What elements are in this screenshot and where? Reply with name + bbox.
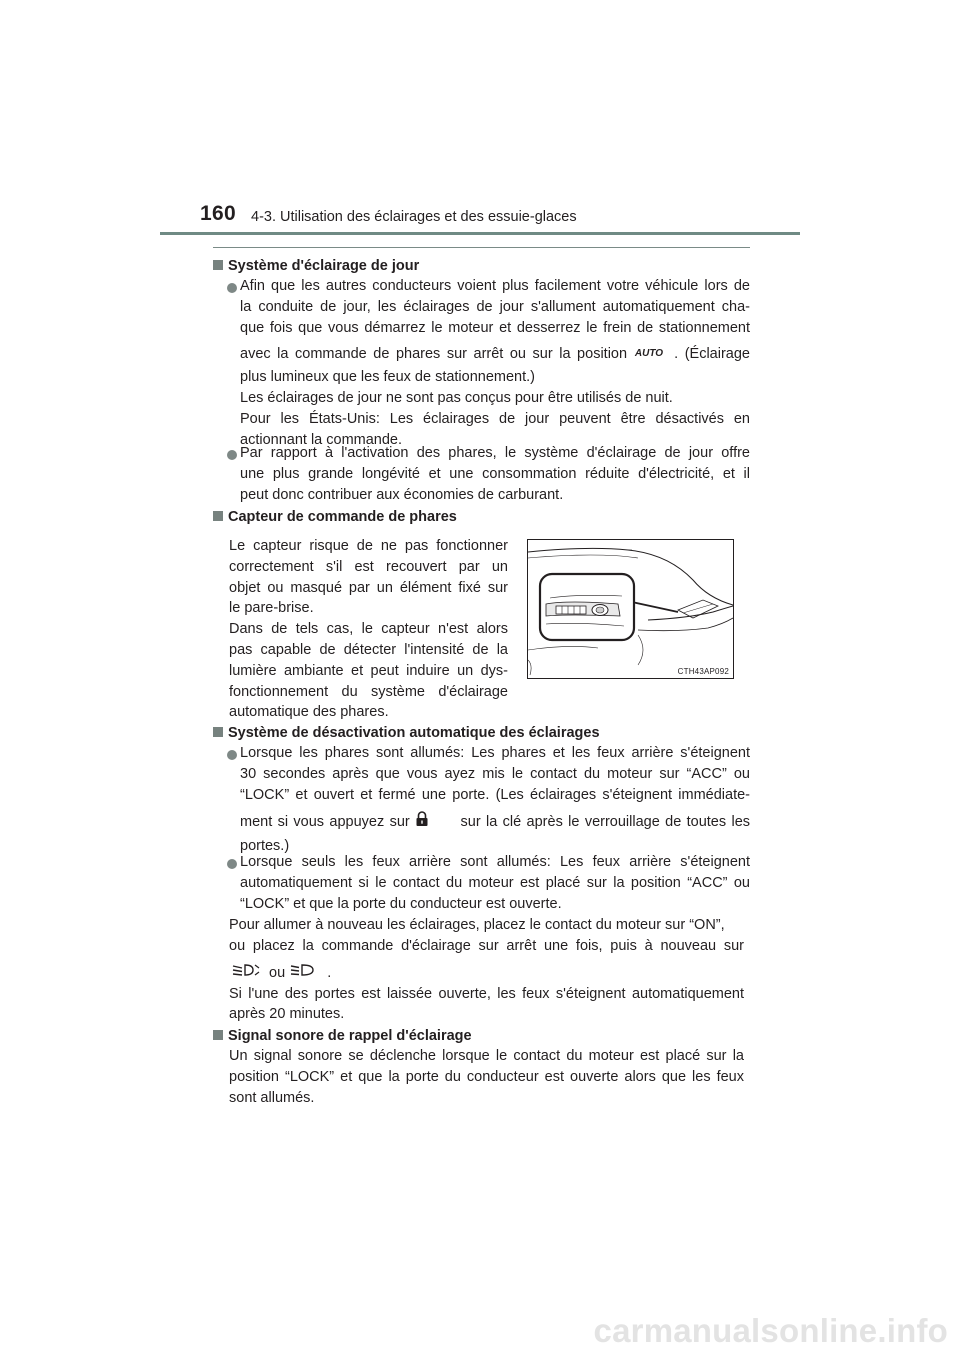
daylight-bullet-2: Par rapport à l'activation des phares, le système d'éclairage de jour offre une plus grande longévité et une consommation réduite d'électricité, et il peut donc contribuer aux économies de carburant.	[240, 445, 750, 503]
chapter-title: 4-3. Utilisation des éclairages et des essuie-glaces	[251, 209, 577, 225]
auto-headlight-icon	[634, 344, 668, 365]
daylight-bullet-1: Afin que les autres conducteurs voient plus facilement votre véhicule lors de la conduite de jour, les éclairages de jour s'allument automatiquement cha- que fois que vous démarrez le moteur et desserrez le frein de stationnement avec la commande de phares sur arrêt ou sur la position AUTO . (Éclairage plus lumineux que les feux de stationnement.) Les éclairages de jour ne sont pas conçus pour être utilisés de nuit. Pour les États-Unis: Les éclairages de jour peuvent être désactivés en actionnant la commande.	[240, 278, 750, 448]
heading-sensor: Capteur de commande de phares	[213, 509, 457, 525]
round-bullet-icon	[227, 859, 237, 869]
lock-icon	[415, 811, 455, 834]
low-beam-icon	[231, 963, 265, 984]
page-number: 160	[200, 202, 236, 225]
auto-off-bullet-1: Lorsque les phares sont allumés: Les phares et les feux arrière s'éteignent 30 secondes après que vous ayez mis le contact du moteur sur “ACC” ou “LOCK” et ouvert et fermé une porte. (Les éclairages s'éteignent immédiate- ment si vous appuyez sur sur la clé après le verrouillage de toutes les portes.)	[240, 745, 751, 855]
heading-auto-off: Système de désactivation automatique des éclairages	[213, 725, 600, 741]
square-bullet-icon	[213, 511, 223, 521]
auto-label: AUTO	[634, 348, 663, 359]
sensor-illustration	[527, 539, 734, 679]
heading-reminder: Signal sonore de rappel d'éclairage	[213, 1028, 472, 1044]
header-rule	[160, 232, 800, 235]
round-bullet-icon	[227, 450, 237, 460]
sensor-text: Le capteur risque de ne pas fonctionner correctement s'il est recouvert par un objet ou masqué par un élément fixé sur le pare-brise. Dans de tels cas, le capteur n'est alors pas capable de détecter l'intensité de la lumière ambiante et peut induire un dys- fonctionnement du système d'éclairage automatique des phares.	[229, 538, 508, 721]
heading-daylight: Système d'éclairage de jour	[213, 258, 419, 274]
round-bullet-icon	[227, 283, 237, 293]
auto-off-bullet-2: Lorsque seuls les feux arrière sont allumés: Les feux arrière s'éteignent automatiquement si le contact du moteur est placé sur la position “ACC” ou “LOCK” et que la porte du conducteur est ouverte.	[240, 854, 750, 912]
headlight-icon	[289, 963, 323, 984]
section-rule	[213, 247, 750, 248]
auto-off-paragraph: Pour allumer à nouveau les éclairages, placez le contact du moteur sur “ON”, ou placez la commande d'éclairage sur arrêt une fois, puis à nouveau sur ou . Si l'une des portes est laissée ouverte, les feux s'éteignent automatiquement après 20 minutes.	[229, 917, 744, 1023]
reminder-text: Un signal sonore se déclenche lorsque le contact du moteur est placé sur la position “LOCK” et que la porte du conducteur est ouverte alors que les feux sont allumés.	[229, 1048, 744, 1106]
watermark: carmanualsonline.info	[593, 1312, 948, 1349]
square-bullet-icon	[213, 260, 223, 270]
square-bullet-icon	[213, 727, 223, 737]
round-bullet-icon	[227, 750, 237, 760]
square-bullet-icon	[213, 1030, 223, 1040]
windshield-sensor-drawing	[528, 540, 733, 678]
page-header	[0, 0, 960, 240]
figure-code: CTH43AP092	[677, 667, 729, 676]
